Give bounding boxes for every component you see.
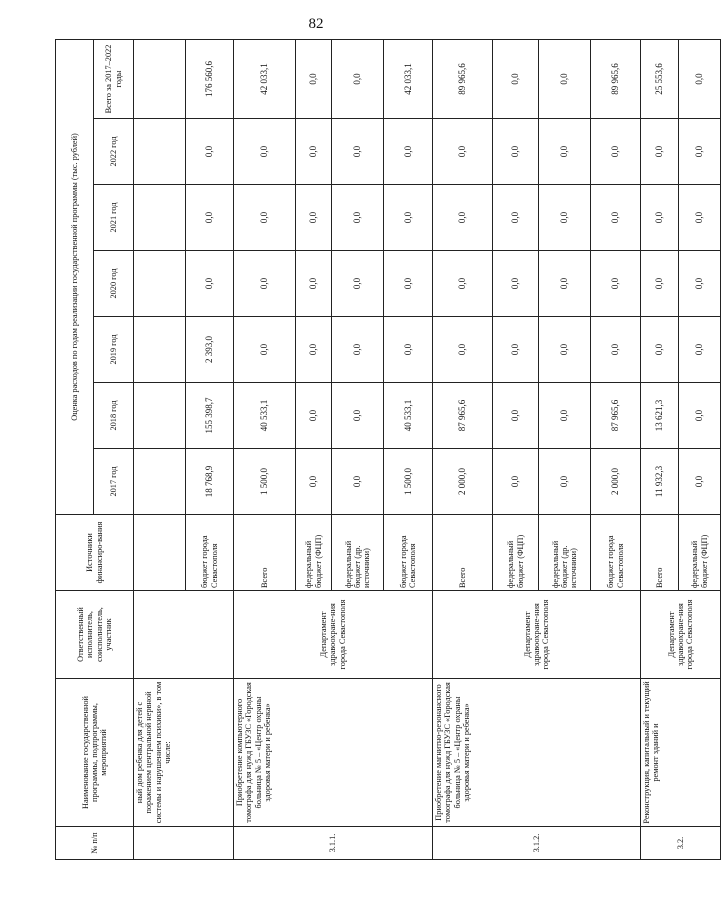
year-value: 0,0 xyxy=(433,185,493,251)
executor xyxy=(134,591,234,679)
year-value: 0,0 xyxy=(296,119,332,185)
year-value xyxy=(134,185,186,251)
year-value: 0,0 xyxy=(296,251,332,317)
year-value: 0,0 xyxy=(384,185,433,251)
year-value: 0,0 xyxy=(384,251,433,317)
year-value: 87 965,6 xyxy=(433,383,493,449)
funding-source: бюджет города Севастополя xyxy=(384,515,433,591)
year-value: 0,0 xyxy=(641,251,679,317)
year-value: 18 768,9 xyxy=(186,449,234,515)
year-value: 0,0 xyxy=(332,317,384,383)
year-value xyxy=(134,383,186,449)
header-year: 2019 год xyxy=(94,317,134,383)
year-value: 0,0 xyxy=(493,317,539,383)
year-value xyxy=(134,251,186,317)
executor: Департамент здравоохране-ния города Севастополя xyxy=(433,591,641,679)
year-value: 0,0 xyxy=(493,251,539,317)
year-value: 0,0 xyxy=(332,119,384,185)
year-value: 0,0 xyxy=(384,317,433,383)
year-value: 0,0 xyxy=(493,185,539,251)
year-value: 0,0 xyxy=(679,251,721,317)
header-estimate: Оценка расходов по годам реализации государственной программы (тыс. рублей) xyxy=(56,39,94,514)
funding-source: Всего xyxy=(641,515,679,591)
year-value xyxy=(134,449,186,515)
year-value: 0,0 xyxy=(493,119,539,185)
total-value: 89 965,6 xyxy=(591,39,641,118)
year-value: 0,0 xyxy=(332,251,384,317)
year-value: 0,0 xyxy=(384,119,433,185)
year-value: 0,0 xyxy=(493,383,539,449)
header-year: 2017 год xyxy=(94,449,134,515)
year-value: 0,0 xyxy=(539,185,591,251)
table-row xyxy=(134,39,186,859)
year-value: 0,0 xyxy=(234,251,296,317)
year-value: 87 965,6 xyxy=(591,383,641,449)
funding-source: федеральный бюджет (ФЦП) xyxy=(679,515,721,591)
funding-source: бюджет города Севастополя xyxy=(186,515,234,591)
year-value: 0,0 xyxy=(234,119,296,185)
header-executor: Ответственный исполнитель, соисполнитель, участник xyxy=(56,591,134,679)
year-value: 0,0 xyxy=(296,317,332,383)
row-number xyxy=(134,827,234,860)
header-name: Наименование государственной программы, подпрограммы, мероприятий xyxy=(56,679,134,827)
year-value: 13 621,3 xyxy=(641,383,679,449)
year-value: 0,0 xyxy=(591,185,641,251)
row-number: 3.1.2. xyxy=(433,827,641,860)
year-value: 0,0 xyxy=(539,449,591,515)
header-row xyxy=(56,39,94,859)
year-value: 0,0 xyxy=(433,119,493,185)
year-value: 0,0 xyxy=(539,251,591,317)
row-number: 3.2. xyxy=(641,827,721,860)
year-value: 40 533,1 xyxy=(234,383,296,449)
year-value: 40 533,1 xyxy=(384,383,433,449)
year-value: 0,0 xyxy=(539,317,591,383)
total-value: 89 965,6 xyxy=(433,39,493,118)
header-year: 2020 год xyxy=(94,251,134,317)
year-value: 0,0 xyxy=(493,449,539,515)
total-value xyxy=(134,39,186,118)
table-row xyxy=(234,39,296,859)
funding-source xyxy=(134,515,186,591)
header-year: 2018 год xyxy=(94,383,134,449)
executor: Департамент здравоохране-ния города Севастополя xyxy=(641,591,721,679)
year-value: 0,0 xyxy=(641,185,679,251)
total-value: 42 033,1 xyxy=(384,39,433,118)
year-value: 0,0 xyxy=(539,383,591,449)
header-year: 2022 год xyxy=(94,119,134,185)
header-source: Источники финансиро-вания xyxy=(56,515,134,591)
year-value: 0,0 xyxy=(186,185,234,251)
year-value: 0,0 xyxy=(234,185,296,251)
row-number: 3.1.1. xyxy=(234,827,433,860)
page-number: 82 xyxy=(308,16,324,32)
year-value: 0,0 xyxy=(296,185,332,251)
year-value: 0,0 xyxy=(433,251,493,317)
table-row xyxy=(433,39,493,859)
funding-source: федеральный бюджет (ФЦП) xyxy=(296,515,332,591)
year-value: 155 398,7 xyxy=(186,383,234,449)
funding-source: Всего xyxy=(234,515,296,591)
total-value: 0,0 xyxy=(679,39,721,118)
year-value: 0,0 xyxy=(186,251,234,317)
year-value: 0,0 xyxy=(296,449,332,515)
table-row xyxy=(641,39,679,859)
funding-source: Всего xyxy=(433,515,493,591)
year-value: 0,0 xyxy=(679,317,721,383)
measure-name: ный дом ребенка для детей с поражением центральной нервной системы и нарушением психики», в том числе: xyxy=(134,679,234,827)
funding-source: федеральный бюджет (др. источники) xyxy=(539,515,591,591)
year-value: 2 393,0 xyxy=(186,317,234,383)
year-value: 11 932,3 xyxy=(641,449,679,515)
header-total: Всего за 2017–2022 годы xyxy=(94,39,134,118)
year-value: 0,0 xyxy=(539,119,591,185)
year-value: 0,0 xyxy=(591,251,641,317)
year-value: 0,0 xyxy=(679,119,721,185)
year-value: 0,0 xyxy=(679,449,721,515)
total-value: 0,0 xyxy=(493,39,539,118)
year-value: 0,0 xyxy=(332,449,384,515)
year-value: 0,0 xyxy=(591,317,641,383)
total-value: 42 033,1 xyxy=(234,39,296,118)
year-value: 0,0 xyxy=(332,185,384,251)
total-value: 0,0 xyxy=(296,39,332,118)
rotated-table-viewport xyxy=(55,40,709,860)
year-value: 0,0 xyxy=(591,119,641,185)
total-value: 25 553,6 xyxy=(641,39,679,118)
year-value: 2 000,0 xyxy=(433,449,493,515)
year-value: 0,0 xyxy=(186,119,234,185)
year-value: 1 500,0 xyxy=(234,449,296,515)
year-value: 0,0 xyxy=(433,317,493,383)
measure-name: Приобретение компьютерного томографа для нужд ГБУЗС «Городская больница № 5 – «Центр охраны здоровья матери и ребенка» xyxy=(234,679,433,827)
budget-table xyxy=(55,39,721,860)
year-value: 0,0 xyxy=(679,383,721,449)
year-value: 2 000,0 xyxy=(591,449,641,515)
year-value: 0,0 xyxy=(641,317,679,383)
funding-source: федеральный бюджет (др. источники) xyxy=(332,515,384,591)
year-value: 0,0 xyxy=(332,383,384,449)
measure-name: Приобретение магнитно-резонансного томографа для нужд ГБУЗС «Городская больница № 5 – «Центр охраны здоровья матери и ребенка» xyxy=(433,679,641,827)
executor: Департамент здравоохране-ния города Севастополя xyxy=(234,591,433,679)
total-value: 0,0 xyxy=(332,39,384,118)
year-value: 0,0 xyxy=(296,383,332,449)
total-value: 0,0 xyxy=(539,39,591,118)
year-value: 0,0 xyxy=(641,119,679,185)
funding-source: федеральный бюджет (ФЦП) xyxy=(493,515,539,591)
funding-source: бюджет города Севастополя xyxy=(591,515,641,591)
year-value: 0,0 xyxy=(679,185,721,251)
year-value xyxy=(134,317,186,383)
measure-name: Реконструкция, капитальный и текущий ремонт зданий и xyxy=(641,679,721,827)
header-num: № п/п xyxy=(56,827,134,860)
year-value: 0,0 xyxy=(234,317,296,383)
total-value: 176 560,6 xyxy=(186,39,234,118)
year-value: 1 500,0 xyxy=(384,449,433,515)
header-year: 2021 год xyxy=(94,185,134,251)
year-value xyxy=(134,119,186,185)
